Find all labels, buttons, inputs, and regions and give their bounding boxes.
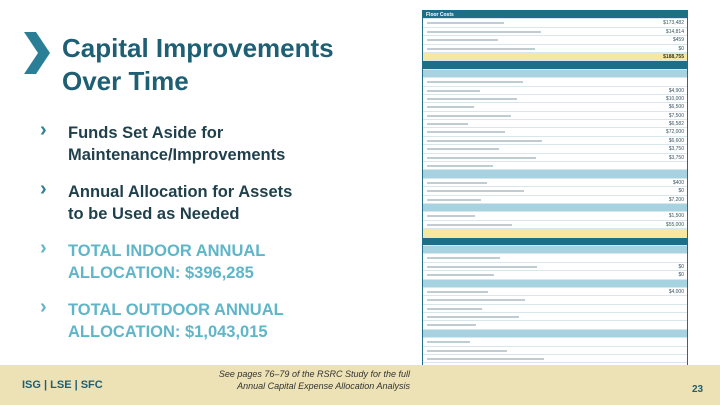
- chevron-right-icon: ›: [40, 119, 47, 141]
- table-total-row: [423, 229, 687, 237]
- table-row: [423, 271, 687, 279]
- bullet-text: Annual Allocation for Assets: [68, 183, 293, 201]
- table-cell-value: $72,000: [665, 129, 684, 136]
- bullet-text: TOTAL OUTDOOR ANNUAL: [68, 301, 284, 319]
- title-line-1: Capital Improvements: [62, 33, 334, 63]
- table-section-header: [423, 61, 687, 69]
- table-row-text-blur: [427, 308, 482, 310]
- table-row: [423, 196, 687, 204]
- table-row: [423, 321, 687, 329]
- table-cell-value: $10,000: [665, 95, 684, 102]
- footer-note-line-2: Annual Capital Expense Allocation Analysis: [237, 381, 410, 391]
- chevron-right-icon: ›: [40, 178, 47, 200]
- table-row-text-blur: [427, 148, 499, 150]
- table-row: [423, 162, 687, 170]
- table-row: [423, 179, 687, 187]
- table-row: [423, 263, 687, 271]
- table-total-row: [423, 53, 687, 61]
- table-row: [423, 296, 687, 304]
- table-row-text-blur: [427, 157, 536, 159]
- table-row: [423, 338, 687, 346]
- table-row-text-blur: [427, 299, 525, 301]
- table-cell-value: $0: [678, 263, 684, 270]
- table-row: [423, 19, 687, 27]
- table-subheader: [423, 246, 687, 254]
- bullet-item: [40, 237, 370, 284]
- table-subheader: [423, 70, 687, 78]
- bullet-text: Funds Set Aside for: [68, 124, 224, 142]
- table-row: [423, 128, 687, 136]
- bullet-text: ALLOCATION: $1,043,015: [68, 323, 268, 341]
- table-row: [423, 120, 687, 128]
- table-cell-value: $7,500: [668, 112, 684, 119]
- table-row-text-blur: [427, 215, 475, 217]
- table-row-text-blur: [427, 106, 474, 108]
- table-row: [423, 313, 687, 321]
- table-row-text-blur: [427, 90, 480, 92]
- table-row: [423, 95, 687, 103]
- table-cell-value: $55,000: [665, 221, 684, 228]
- page-number: 23: [692, 384, 704, 395]
- capital-expense-table: [422, 10, 688, 396]
- table-cell-value: $4,000: [668, 288, 684, 295]
- table-cell-value: $0: [678, 45, 684, 52]
- table-row-text-blur: [427, 257, 500, 259]
- table-row-text-blur: [427, 266, 537, 268]
- bullet-text: Maintenance/Improvements: [68, 146, 286, 164]
- table-row: [423, 154, 687, 162]
- table-cell-value: $6,600: [668, 137, 684, 144]
- table-row-text-blur: [427, 131, 505, 133]
- table-cell-value: $6,500: [668, 104, 684, 111]
- table-row-text-blur: [427, 98, 517, 100]
- table-row-text-blur: [427, 39, 498, 41]
- table-row-text-blur: [427, 224, 512, 226]
- table-row-text-blur: [427, 48, 535, 50]
- table-row: [423, 221, 687, 229]
- table-row-text-blur: [427, 350, 507, 352]
- table-row: [423, 28, 687, 36]
- table-row-text-blur: [427, 274, 494, 276]
- table-row: [423, 288, 687, 296]
- table-subheader: [423, 330, 687, 338]
- table-row-text-blur: [427, 165, 493, 167]
- table-subheader: [423, 204, 687, 212]
- table-row-text-blur: [427, 324, 476, 326]
- footer-firms: ISG | LSE | SFC: [22, 379, 103, 391]
- table-subheader: [423, 280, 687, 288]
- table-row: [423, 145, 687, 153]
- table-row-text-blur: [427, 182, 487, 184]
- bullet-item: [40, 178, 370, 225]
- table-cell-value: $459: [672, 37, 684, 44]
- table-cell-value: $3,750: [668, 146, 684, 153]
- table-cell-label: Floor Costs: [426, 12, 454, 18]
- table-cell-value: $0: [678, 188, 684, 195]
- bullet-text: TOTAL INDOOR ANNUAL: [68, 242, 266, 260]
- table-row-text-blur: [427, 31, 541, 33]
- table-cell-value: $4,900: [668, 87, 684, 94]
- table-row-text-blur: [427, 115, 511, 117]
- table-row: [423, 187, 687, 195]
- footer-note-line-1: See pages 76–79 of the RSRC Study for the full: [218, 369, 410, 379]
- footer-note: [150, 368, 410, 392]
- table-row-text-blur: [427, 22, 504, 24]
- table-cell-value: $188,755: [663, 53, 684, 60]
- title-line-2: Over Time: [62, 66, 189, 96]
- table-row-text-blur: [427, 291, 488, 293]
- table-cell-value: $7,200: [668, 196, 684, 203]
- bullet-text: ALLOCATION: $396,285: [68, 264, 254, 282]
- table-row-text-blur: [427, 316, 519, 318]
- table-row: [423, 212, 687, 220]
- table-row: [423, 355, 687, 363]
- chevron-logo-icon: [22, 30, 52, 76]
- table-row: [423, 112, 687, 120]
- table-row-text-blur: [427, 81, 523, 83]
- table-row: [423, 45, 687, 53]
- page-title: [62, 32, 382, 98]
- bullet-text: to be Used as Needed: [68, 205, 240, 223]
- table-subheader: [423, 170, 687, 178]
- table-cell-value: $400: [672, 179, 684, 186]
- table-row-text-blur: [427, 358, 544, 360]
- table-cell-value: $0: [678, 272, 684, 279]
- table-cell-value: $173,482: [663, 20, 684, 27]
- table-section-header: [423, 11, 687, 19]
- chevron-right-icon: ›: [40, 237, 47, 259]
- table-section-header: [423, 238, 687, 246]
- table-row-text-blur: [427, 199, 481, 201]
- table-row-text-blur: [427, 123, 468, 125]
- bullet-item: [40, 296, 370, 343]
- table-row-text-blur: [427, 341, 470, 343]
- table-row: [423, 137, 687, 145]
- table-row: [423, 347, 687, 355]
- table-cell-value: $1,500: [668, 213, 684, 220]
- table-row: [423, 36, 687, 44]
- table-row: [423, 305, 687, 313]
- table-row: [423, 254, 687, 262]
- table-row: [423, 87, 687, 95]
- table-row: [423, 78, 687, 86]
- table-row-text-blur: [427, 190, 524, 192]
- table-row-text-blur: [427, 140, 542, 142]
- table-cell-value: $14,814: [665, 28, 684, 35]
- table-cell-value: $3,750: [668, 154, 684, 161]
- bullet-item: [40, 119, 370, 166]
- table-row: [423, 103, 687, 111]
- bullet-list: [40, 119, 370, 358]
- chevron-right-icon: ›: [40, 296, 47, 318]
- table-cell-value: $6,582: [668, 121, 684, 128]
